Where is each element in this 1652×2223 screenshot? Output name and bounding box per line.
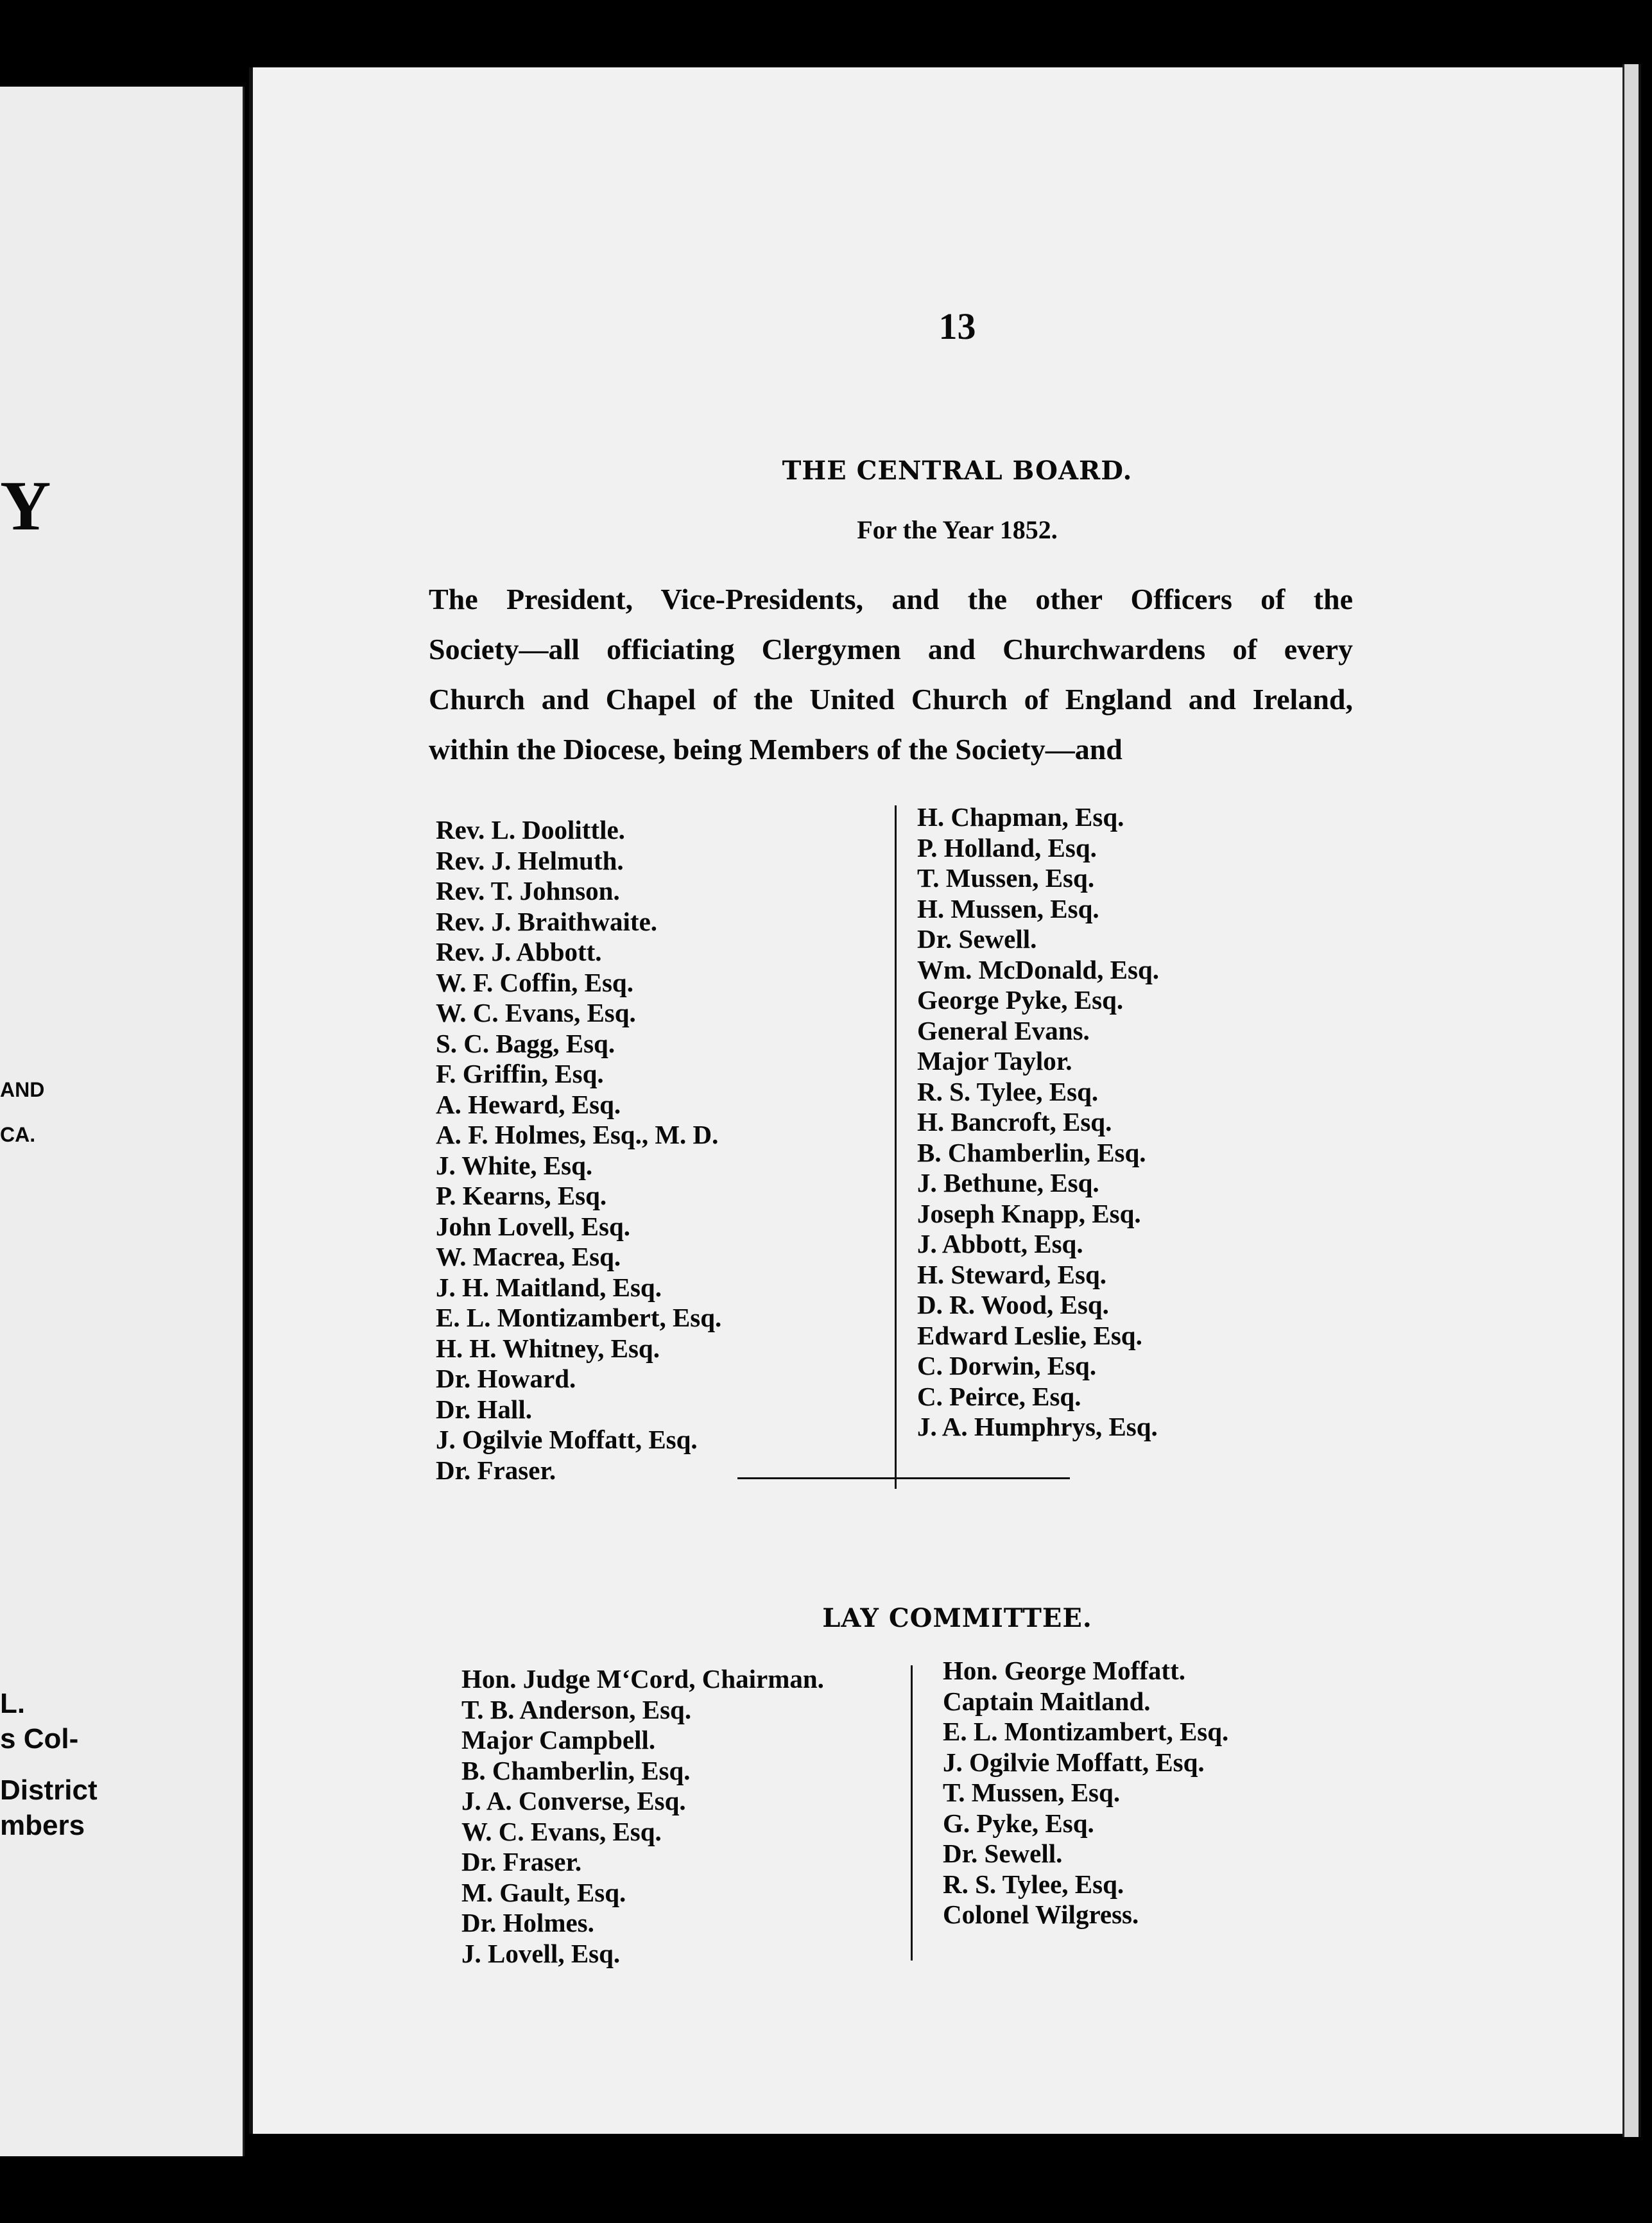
member-name: Colonel Wilgress. [943,1900,1139,1929]
member-name: J. Bethune, Esq. [917,1168,1099,1197]
member-name: P. Kearns, Esq. [436,1181,607,1210]
member-name: T. Mussen, Esq. [917,863,1095,893]
member-name: M. Gault, Esq. [461,1877,626,1907]
lay-committee-heading: LAY COMMITTEE. [822,1603,1092,1633]
central-board-intro [429,574,1353,775]
page-edge [1622,64,1641,2137]
intro-line: Church and Chapel of the United Church of England and Ireland, [429,683,1353,716]
member-name: Rev. L. Doolittle. [436,815,625,845]
member-name: Dr. Fraser. [436,1455,556,1485]
member-name: Dr. Hall. [436,1394,532,1424]
member-name: Rev. T. Johnson. [436,876,620,906]
page-number: 13 [938,305,976,347]
facing-page-fragment: s Col- [0,1723,79,1755]
member-name: Dr. Howard. [436,1364,576,1393]
member-name: H. Steward, Esq. [917,1259,1107,1289]
member-name: J. H. Maitland, Esq. [436,1272,662,1302]
member-name: J. Ogilvie Moffatt, Esq. [943,1747,1205,1777]
intro-line: Society—all officiating Clergymen and Churchwardens of every [429,633,1353,665]
member-name: W. C. Evans, Esq. [436,998,636,1027]
member-name: Major Campbell. [461,1725,656,1755]
member-name: Captain Maitland. [943,1686,1151,1716]
member-name: W. F. Coffin, Esq. [436,967,633,997]
facing-page-fragment: AND [0,1078,45,1101]
member-name: J. A. Converse, Esq. [461,1786,686,1815]
member-name: A. F. Holmes, Esq., M. D. [436,1120,719,1149]
member-name: Wm. McDonald, Esq. [917,954,1160,984]
member-name: J. A. Humphrys, Esq. [917,1412,1158,1441]
member-name: J. White, Esq. [436,1150,593,1180]
member-name: Edward Leslie, Esq. [917,1320,1142,1350]
facing-page-fragment: mbers [0,1810,85,1841]
member-name: H. H. Whitney, Esq. [436,1333,660,1363]
facing-page [0,87,245,2156]
member-name: D. R. Wood, Esq. [917,1290,1109,1319]
member-name: J. Abbott, Esq. [917,1229,1083,1258]
member-name: Major Taylor. [917,1046,1072,1076]
member-name: H. Bancroft, Esq. [917,1107,1112,1137]
member-name: F. Griffin, Esq. [436,1059,604,1088]
section-divider [737,1477,1070,1479]
central-board-subtitle: For the Year 1852. [857,515,1058,544]
member-name: W. Macrea, Esq. [436,1242,621,1271]
member-name: George Pyke, Esq. [917,985,1124,1015]
member-name: T. Mussen, Esq. [943,1778,1121,1807]
member-name: Hon. George Moffatt. [943,1656,1185,1685]
member-name: H. Chapman, Esq. [917,802,1124,832]
column-divider [895,805,897,1489]
member-name: A. Heward, Esq. [436,1089,621,1119]
lay-committee-left-list [461,1664,824,1969]
member-name: B. Chamberlin, Esq. [461,1755,691,1785]
central-board-right-list [917,802,1159,1443]
member-name: Hon. Judge M‘Cord, Chairman. [461,1664,824,1694]
member-name: R. S. Tylee, Esq. [943,1869,1124,1899]
member-name: B. Chamberlin, Esq. [917,1137,1146,1167]
member-name: E. L. Montizambert, Esq. [436,1303,722,1332]
member-name: S. C. Bagg, Esq. [436,1028,615,1058]
intro-line: The President, Vice-Presidents, and the other Officers of the [429,583,1353,615]
member-name: General Evans. [917,1015,1090,1045]
lay-committee-right-list [943,1656,1228,1930]
member-name: Dr. Holmes. [461,1908,594,1937]
member-name: Joseph Knapp, Esq. [917,1198,1141,1228]
central-board-left-list [436,815,721,1486]
facing-page-fragment: CA. [0,1123,36,1146]
member-name: G. Pyke, Esq. [943,1808,1094,1838]
member-name: Rev. J. Abbott. [436,937,602,966]
member-name: W. C. Evans, Esq. [461,1816,662,1846]
document-page [249,67,1626,2134]
member-name: Rev. J. Braithwaite. [436,906,658,936]
member-name: Dr. Fraser. [461,1847,582,1876]
member-name: E. L. Montizambert, Esq. [943,1717,1229,1746]
facing-page-fragment: District [0,1774,98,1806]
member-name: C. Dorwin, Esq. [917,1351,1097,1380]
member-name: J. Lovell, Esq. [461,1938,621,1968]
member-name: H. Mussen, Esq. [917,893,1099,923]
column-divider [911,1665,913,1961]
facing-page-fragment: L. [0,1688,26,1719]
facing-page-fragment: Y [0,467,51,545]
member-name: Rev. J. Helmuth. [436,845,624,875]
member-name: John Lovell, Esq. [436,1211,631,1241]
member-name: Dr. Sewell. [943,1839,1063,1868]
member-name: P. Holland, Esq. [917,832,1097,863]
member-name: Dr. Sewell. [917,924,1037,954]
member-name: R. S. Tylee, Esq. [917,1076,1099,1106]
member-name: C. Peirce, Esq. [917,1381,1081,1411]
member-name: T. B. Anderson, Esq. [461,1694,692,1724]
intro-line: within the Diocese, being Members of the Society—and [429,733,1123,766]
central-board-heading: THE CENTRAL BOARD. [782,456,1133,486]
member-name: J. Ogilvie Moffatt, Esq. [436,1425,698,1454]
